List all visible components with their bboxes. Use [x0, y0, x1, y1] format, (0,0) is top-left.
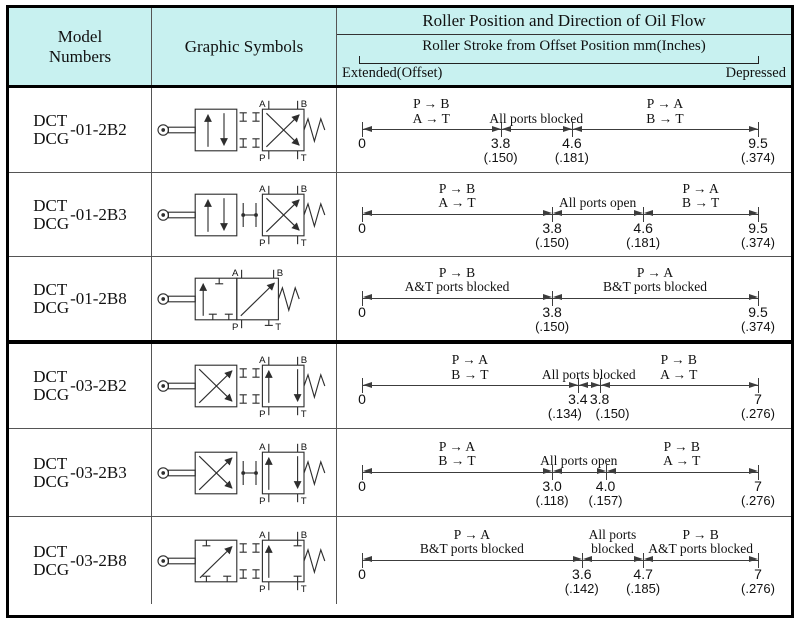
model-suffix: -03-2B3: [70, 462, 127, 482]
stroke-mm-value: 0: [358, 477, 366, 494]
flow-direction-label: [646, 97, 683, 126]
stroke-diagram: [358, 520, 775, 602]
stroke-mm-value: 0: [358, 303, 366, 320]
flow-direction-line: A → T: [438, 195, 476, 210]
stroke-inches-value: (.374): [741, 318, 775, 334]
model-cell: [9, 344, 151, 428]
symbol-cell: [152, 429, 336, 516]
stroke-mm-value: 3.6: [572, 565, 592, 582]
flow-title: Roller Position and Direction of Oil Flow: [337, 8, 791, 35]
table-row: [9, 172, 791, 256]
dimension-line: [362, 385, 758, 386]
symbol-cell: [152, 517, 336, 604]
dimension-arrow-left: [553, 210, 562, 216]
table-row: [9, 428, 791, 516]
svg-text:A: A: [259, 529, 266, 541]
dimension-arrow-left: [363, 556, 372, 562]
header-symbols-cell: [151, 8, 336, 85]
dimension-arrow-left: [553, 468, 562, 474]
model-prefix-top: DCT: [33, 111, 68, 130]
model-suffix: -01-2B2: [70, 120, 127, 139]
flow-direction-label: [559, 196, 636, 211]
flow-direction-line: P → B: [663, 438, 700, 454]
flow-direction-line: P → A: [636, 264, 674, 280]
table-row: [9, 340, 791, 428]
stroke-mm-value: 3.8: [589, 391, 610, 407]
svg-text:P: P: [259, 583, 266, 593]
valve-symbol-01-2b3-icon: [155, 183, 333, 247]
stroke-mm-value: 3.0: [542, 477, 562, 494]
table-row: [9, 88, 791, 172]
stroke-inches-value: (.276): [741, 580, 775, 596]
dimension-arrow-right: [749, 556, 758, 562]
svg-text:A: A: [259, 98, 266, 110]
flow-direction-line: blocked: [591, 541, 634, 556]
dimension-arrow-right: [749, 468, 758, 474]
flow-direction-label: [603, 266, 707, 295]
flow-direction-line: P → B: [660, 352, 697, 367]
dimension-arrow-left: [644, 210, 653, 216]
svg-text:T: T: [300, 495, 307, 505]
svg-text:A: A: [259, 183, 266, 195]
flow-direction-line: A → T: [663, 453, 701, 468]
dimension-arrow-right: [749, 126, 758, 132]
depressed-label: Depressed: [725, 65, 786, 81]
flow-direction-line: P → A: [646, 96, 684, 111]
model-cell: [9, 517, 151, 604]
valve-symbol-01-2b8-icon: [155, 267, 333, 331]
stroke-diagram: [358, 432, 775, 514]
flow-direction-label: [451, 353, 488, 382]
dimension-arrow-left: [583, 556, 592, 562]
flow-direction-label: [438, 182, 475, 211]
flow-direction-label: [660, 353, 697, 382]
flow-direction-label: [663, 440, 700, 469]
model-cell: [9, 173, 151, 256]
header-flow-cell: [336, 8, 791, 85]
stroke-inches-value: (.142): [564, 580, 599, 596]
dimension-arrow-left: [363, 468, 372, 474]
svg-text:A: A: [259, 354, 266, 366]
stroke-range-bracket: [359, 56, 759, 64]
dimension-arrow-left: [363, 210, 372, 216]
header-model-line1: Model: [57, 26, 103, 46]
dimension-arrow-right: [573, 556, 582, 562]
svg-text:A: A: [259, 441, 266, 453]
dimension-arrow-right: [634, 556, 643, 562]
model-suffix: -01-2B8: [70, 288, 127, 308]
flow-direction-line: P → A: [451, 352, 489, 367]
model-prefix-top: DCT: [33, 279, 68, 299]
dimension-arrow-left: [601, 382, 610, 388]
svg-text:B: B: [300, 183, 308, 195]
stroke-mm-value: 3.8: [542, 303, 562, 320]
flow-direction-label: [589, 528, 637, 557]
flow-direction-line: B&T ports blocked: [603, 279, 708, 294]
svg-text:A: A: [231, 267, 239, 279]
flow-direction-line: P → A: [453, 526, 490, 542]
valve-symbol-03-2b3-icon: [155, 441, 333, 505]
stroke-inches-value: (.150): [483, 150, 518, 165]
flow-direction-line: A → T: [412, 110, 450, 126]
flow-direction-line: All ports: [588, 526, 637, 542]
model-suffix: -01-2B3: [70, 204, 127, 224]
symbol-cell: [152, 344, 336, 428]
model-prefix-top: DCT: [33, 367, 68, 386]
flow-direction-line: A → T: [660, 366, 698, 382]
flow-direction-line: B → T: [451, 366, 489, 382]
extended-offset-label: Extended(Offset): [342, 65, 443, 81]
stroke-inches-value: (.150): [535, 234, 570, 250]
stroke-inches-value: (.276): [741, 492, 775, 508]
dimension-arrow-right: [597, 468, 606, 474]
stroke-subtitle: Roller Stroke from Offset Position mm(Inches): [422, 38, 706, 54]
dimension-arrow-right: [749, 294, 758, 300]
model-suffix: -03-2B8: [70, 550, 127, 570]
svg-text:P: P: [259, 237, 266, 247]
flow-direction-label: [489, 112, 583, 127]
dimension-arrow-left: [363, 126, 372, 132]
dimension-arrow-right: [492, 126, 501, 132]
flow-direction-line: P → B: [682, 526, 719, 542]
stroke-inches-value: (.134): [547, 406, 582, 421]
spec-table: [6, 5, 794, 618]
svg-text:B: B: [300, 441, 308, 453]
svg-text:B: B: [276, 267, 284, 279]
flow-direction-line: B → T: [646, 110, 684, 126]
dimension-arrow-right: [749, 382, 758, 388]
valve-symbol-03-2b2-icon: [155, 354, 333, 418]
flow-direction-line: All ports open: [558, 195, 637, 210]
stroke-mm-value: 0: [358, 565, 366, 582]
svg-text:T: T: [300, 583, 307, 593]
stroke-mm-value: 3.8: [490, 135, 511, 151]
stroke-inches-value: (.374): [741, 150, 775, 165]
svg-text:B: B: [300, 98, 308, 110]
stroke-inches-value: (.150): [595, 406, 630, 421]
stroke-mm-value: 4.6: [633, 219, 653, 236]
model-prefix-top: DCT: [33, 195, 68, 215]
stroke-inches-value: (.276): [741, 406, 775, 421]
header-model-cell: [9, 8, 151, 85]
stroke-inches-value: (.150): [535, 318, 570, 334]
stroke-diagram: [358, 345, 775, 427]
model-cell: [9, 257, 151, 340]
header-model-line2: Numbers: [48, 46, 112, 66]
stroke-mm-value: 3.8: [542, 219, 562, 236]
dimension-arrow-right: [543, 294, 552, 300]
svg-text:T: T: [300, 153, 307, 162]
stroke-mm-value: 9.5: [748, 135, 768, 151]
stroke-mm-value: 7: [754, 391, 762, 407]
dimension-arrow-left: [502, 126, 511, 132]
dimension-line: [362, 129, 758, 130]
dimension-arrow-left: [553, 294, 562, 300]
dimension-arrow-right: [543, 468, 552, 474]
flow-direction-line: P → B: [438, 180, 476, 196]
model-prefix-bottom: DCG: [33, 385, 70, 404]
flow-direction-line: P → A: [682, 180, 719, 196]
dimension-arrow-left: [573, 126, 582, 132]
stroke-mm-value: 0: [358, 219, 366, 236]
stroke-diagram: [358, 89, 775, 171]
svg-text:P: P: [259, 409, 266, 418]
header-symbols-label: Graphic Symbols: [184, 36, 304, 56]
flow-direction-line: All ports blocked: [489, 110, 584, 126]
stroke-inches-value: (.374): [741, 234, 775, 250]
header-row: [9, 8, 791, 88]
dimension-line: [362, 560, 758, 561]
symbol-cell: [152, 173, 336, 256]
dimension-arrow-right: [749, 210, 758, 216]
stroke-mm-value: 9.5: [748, 303, 768, 320]
svg-text:T: T: [300, 409, 307, 418]
svg-text:P: P: [259, 495, 266, 505]
stroke-diagram: [358, 174, 775, 256]
symbol-cell: [152, 257, 336, 340]
stroke-diagram: [358, 258, 775, 340]
flow-direction-line: All ports open: [540, 453, 618, 468]
stroke-mm-value: 0: [358, 135, 366, 151]
flow-direction-line: A&T ports blocked: [648, 541, 753, 556]
stroke-mm-value: 7: [754, 477, 762, 494]
dimension-arrow-left: [607, 468, 616, 474]
flow-direction-label: [438, 440, 475, 469]
flow-direction-line: A&T ports blocked: [404, 279, 510, 294]
flow-direction-label: [542, 368, 636, 383]
dimension-arrow-left: [363, 382, 372, 388]
stroke-inches-value: (.185): [626, 580, 661, 596]
stroke-inches-value: (.181): [626, 234, 661, 250]
flow-direction-label: [648, 528, 753, 557]
model-prefix-bottom: DCG: [33, 129, 70, 148]
flow-direction-label: [420, 528, 524, 557]
model-cell: [9, 429, 151, 516]
model-prefix-bottom: DCG: [33, 559, 70, 579]
flow-direction-line: B → T: [681, 195, 720, 210]
dimension-arrow-right: [569, 382, 578, 388]
flow-direction-line: P → A: [438, 438, 476, 454]
stroke-mm-value: 0: [358, 391, 366, 407]
flow-direction-line: P → B: [438, 264, 476, 280]
flow-direction-line: All ports blocked: [541, 366, 636, 382]
model-prefix-bottom: DCG: [33, 471, 70, 491]
stroke-inches-value: (.157): [588, 492, 623, 508]
svg-text:B: B: [300, 354, 308, 366]
stroke-mm-value: 4.7: [633, 565, 653, 582]
table-row: [9, 516, 791, 604]
model-suffix: -03-2B2: [70, 376, 127, 395]
symbol-cell: [152, 88, 336, 172]
stroke-mm-value: 4.6: [562, 135, 582, 151]
flow-direction-line: P → B: [413, 96, 450, 111]
stroke-mm-value: 7: [754, 565, 762, 582]
flow-direction-label: [540, 454, 617, 469]
dimension-arrow-right: [591, 382, 600, 388]
valve-symbol-01-2b2-icon: [155, 98, 333, 162]
model-prefix-top: DCT: [33, 541, 68, 561]
valve-symbol-03-2b8-icon: [155, 529, 333, 593]
model-prefix-top: DCT: [33, 453, 68, 473]
stroke-inches-value: (.181): [554, 150, 589, 165]
svg-text:P: P: [231, 321, 239, 331]
flow-direction-line: B → T: [438, 453, 476, 468]
svg-text:T: T: [275, 321, 282, 331]
flow-direction-line: B&T ports blocked: [419, 541, 524, 556]
dimension-arrow-left: [363, 294, 372, 300]
model-prefix-bottom: DCG: [33, 297, 70, 317]
dimension-arrow-right: [563, 126, 572, 132]
model-cell: [9, 88, 151, 172]
svg-text:B: B: [300, 529, 308, 541]
stroke-endpoints: [337, 64, 791, 82]
dimension-arrow-right: [634, 210, 643, 216]
flow-direction-label: [413, 97, 450, 126]
table-row: [9, 256, 791, 340]
stroke-mm-value: 3.4: [568, 391, 588, 407]
stroke-mm-value: 9.5: [748, 219, 768, 236]
svg-text:P: P: [259, 153, 266, 162]
dimension-arrow-left: [644, 556, 653, 562]
model-prefix-bottom: DCG: [33, 213, 70, 233]
dimension-arrow-left: [579, 382, 588, 388]
flow-direction-label: [682, 182, 719, 211]
stroke-mm-value: 4.0: [595, 477, 616, 494]
dimension-arrow-right: [543, 210, 552, 216]
svg-text:T: T: [300, 237, 307, 247]
flow-direction-label: [405, 266, 510, 295]
stroke-inches-value: (.118): [535, 492, 569, 508]
